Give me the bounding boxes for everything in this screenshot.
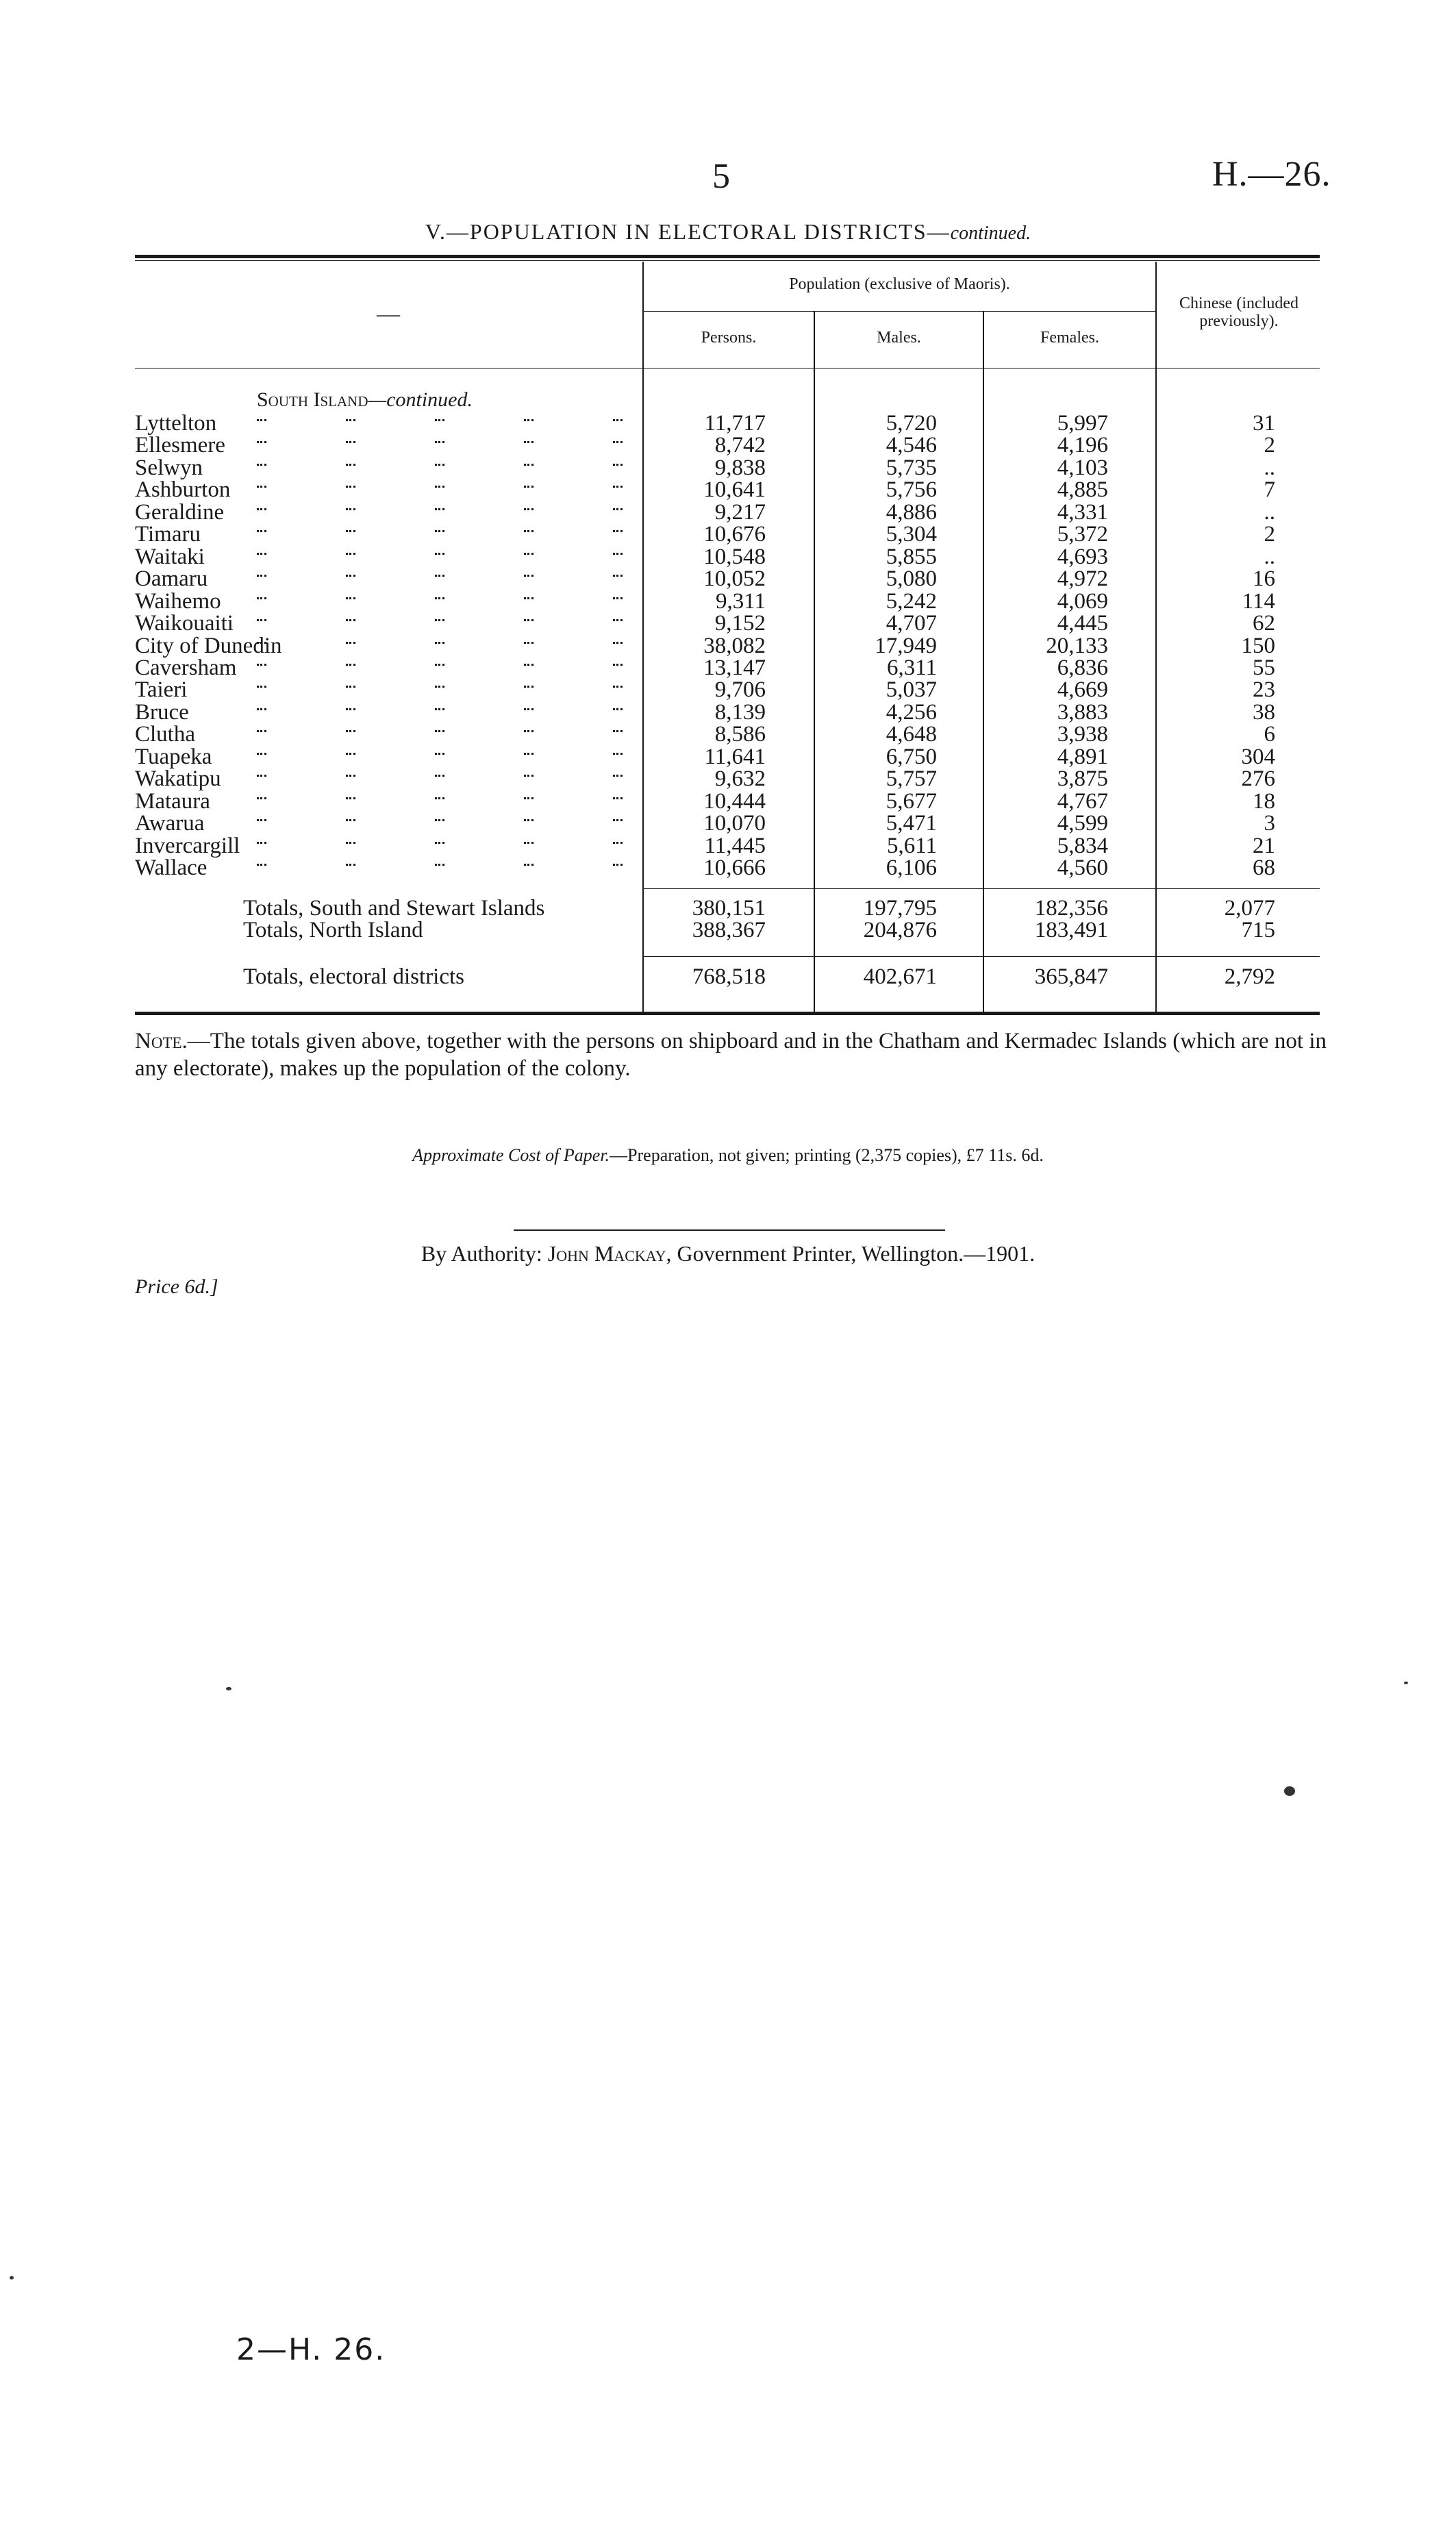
district-name: Ashburton: [135, 477, 231, 503]
leader-dot: [613, 686, 623, 690]
cell-females: 20,133: [1046, 633, 1108, 658]
cell-females: 4,196: [1057, 433, 1108, 458]
leader-dot: [613, 419, 623, 423]
district-name: Waikouaiti: [135, 611, 234, 636]
leader-dot: [524, 753, 534, 757]
cell-chinese: 2: [1264, 522, 1275, 547]
totals-persons: 388,367: [692, 918, 766, 942]
leader-dot: [257, 553, 266, 557]
cell-persons: 10,641: [703, 477, 766, 503]
cell-chinese: ..: [1264, 499, 1275, 525]
cell-persons: 10,676: [703, 522, 766, 547]
cell-females: 4,069: [1057, 588, 1108, 614]
population-group-header: Population (exclusive of Maoris).: [789, 275, 1010, 293]
leader-dot: [613, 753, 623, 757]
cell-females: 5,372: [1057, 522, 1108, 547]
leader-dot: [435, 708, 444, 712]
authority-printer: John Mackay: [547, 1241, 666, 1266]
district-name: Invercargill: [135, 833, 240, 858]
cell-females: 4,103: [1057, 455, 1108, 480]
leader-dot: [346, 419, 355, 423]
leader-dot: [524, 508, 534, 512]
leader-dot: [346, 642, 355, 646]
district-name: Selwyn: [135, 455, 203, 480]
table-top-rule: [135, 255, 1320, 258]
district-name: Tuapeka: [135, 744, 212, 769]
page-number: 5: [712, 157, 730, 196]
leader-dot: [257, 575, 266, 579]
leader-dot: [435, 441, 444, 445]
cell-persons: 10,666: [703, 855, 766, 880]
leader-dot: [435, 730, 444, 734]
leader-dot: [346, 708, 355, 712]
leader-dot: [346, 797, 355, 801]
cell-persons: 10,444: [703, 788, 766, 814]
cell-chinese: 304: [1241, 744, 1275, 769]
district-name: Waitaki: [135, 544, 205, 569]
leader-dot: [257, 464, 266, 468]
cell-females: 4,331: [1057, 499, 1108, 525]
leader-dot: [257, 819, 266, 823]
totals-persons: 380,151: [692, 896, 766, 921]
district-name: Wakatipu: [135, 766, 221, 792]
district-name: Lyttelton: [135, 411, 217, 436]
cell-females: 4,767: [1057, 788, 1108, 814]
cell-males: 5,037: [886, 677, 937, 703]
cell-males: 5,735: [886, 455, 937, 480]
cell-males: 6,106: [886, 855, 937, 880]
leader-dot: [613, 642, 623, 646]
leader-dot: [524, 864, 534, 868]
district-name: Taieri: [135, 677, 188, 703]
leader-dot: [346, 730, 355, 734]
cell-persons: 11,641: [704, 744, 766, 769]
leader-dot: [435, 530, 444, 534]
cell-persons: 9,838: [714, 455, 766, 480]
leader-dot: [435, 619, 444, 623]
cell-chinese: 23: [1253, 677, 1275, 703]
leader-dot: [524, 530, 534, 534]
leader-dot: [346, 597, 355, 601]
cell-chinese: 68: [1253, 855, 1275, 880]
leader-dot: [346, 753, 355, 757]
cell-persons: 11,445: [704, 833, 766, 858]
cell-males: 5,720: [886, 411, 937, 436]
leader-dot: [524, 464, 534, 468]
cost-label: Approximate Cost of Paper.: [412, 1145, 610, 1165]
leader-dot: [524, 797, 534, 801]
cell-males: 4,886: [886, 499, 937, 525]
cell-females: 4,669: [1057, 677, 1108, 703]
leader-dot: [257, 642, 266, 646]
leader-dot: [613, 486, 623, 490]
totals-males: 204,876: [863, 918, 937, 942]
leader-dot: [524, 819, 534, 823]
leader-dot: [257, 508, 266, 512]
cell-males: 6,750: [886, 744, 937, 769]
totals-females: 183,491: [1034, 918, 1108, 942]
leader-dot: [613, 597, 623, 601]
district-name: Bruce: [135, 699, 189, 725]
leader-dot: [257, 864, 266, 868]
scan-speck: [1404, 1682, 1408, 1684]
cell-chinese: 21: [1253, 833, 1275, 858]
leader-dot: [524, 708, 534, 712]
scan-speck: [1284, 1786, 1295, 1796]
column-header-chinese-line1: Chinese (included: [1179, 295, 1298, 312]
leader-dot: [346, 819, 355, 823]
leader-dot: [524, 642, 534, 646]
cell-chinese: ..: [1264, 544, 1275, 569]
leader-dot: [435, 486, 444, 490]
leader-dot: [346, 664, 355, 668]
district-name: Mataura: [135, 788, 210, 814]
leader-dot: [257, 730, 266, 734]
cell-persons: 13,147: [703, 655, 766, 680]
district-name: Geraldine: [135, 499, 225, 525]
cell-chinese: 62: [1253, 611, 1275, 636]
section-label: [257, 388, 473, 412]
grand-total-males: 402,671: [863, 964, 937, 989]
table-title: [0, 219, 1456, 245]
leader-dot: [257, 686, 266, 690]
totals-males: 197,795: [863, 896, 937, 921]
totals-label: Totals, North Island: [243, 918, 423, 942]
leader-dot: [613, 664, 623, 668]
leader-dot: [613, 441, 623, 445]
leader-dot: [524, 575, 534, 579]
cell-females: 5,997: [1057, 411, 1108, 436]
leader-dot: [435, 597, 444, 601]
cell-chinese: 55: [1253, 655, 1275, 680]
price: Price 6d.]: [135, 1275, 218, 1298]
cell-chinese: 6: [1264, 722, 1275, 747]
cell-chinese: 18: [1253, 788, 1275, 814]
footer-signature: 2—H. 26.: [236, 2332, 386, 2367]
leader-dot: [435, 686, 444, 690]
cell-females: 3,875: [1057, 766, 1108, 792]
leader-dot: [435, 642, 444, 646]
leader-dot: [613, 775, 623, 779]
cell-chinese: 38: [1253, 699, 1275, 725]
district-name: Awarua: [135, 811, 205, 836]
leader-dot: [435, 419, 444, 423]
leader-dot: [257, 797, 266, 801]
leader-dot: [346, 842, 355, 846]
district-name: Wallace: [135, 855, 208, 880]
leader-dot: [435, 464, 444, 468]
leader-dot: [346, 775, 355, 779]
leader-dot: [257, 753, 266, 757]
leader-dot: [613, 730, 623, 734]
section-label-island: South Island: [257, 388, 368, 411]
district-name: Timaru: [135, 522, 201, 547]
cell-chinese: 31: [1253, 411, 1275, 436]
cell-females: 4,599: [1057, 811, 1108, 836]
cell-females: 4,891: [1057, 744, 1108, 769]
cell-chinese: 150: [1241, 633, 1275, 658]
stub-header: —: [377, 301, 400, 327]
cell-persons: 9,311: [715, 588, 766, 614]
leader-dot: [257, 664, 266, 668]
leader-dot: [435, 575, 444, 579]
cell-males: 5,080: [886, 566, 937, 592]
leader-dot: [613, 619, 623, 623]
cell-persons: 9,632: [714, 766, 766, 792]
district-name: City of Dunedin: [135, 633, 282, 658]
leader-dot: [613, 575, 623, 579]
leader-dot: [524, 597, 534, 601]
district-name: Waihemo: [135, 588, 221, 614]
scan-speck: [226, 1687, 231, 1690]
leader-dot: [257, 597, 266, 601]
column-header-males: Males.: [877, 329, 921, 347]
leader-dot: [524, 842, 534, 846]
leader-dot: [435, 553, 444, 557]
cost-text: —Preparation, not given; printing (2,375 copies), £7 11s. 6d.: [610, 1145, 1044, 1165]
cell-males: 4,256: [886, 699, 937, 725]
cell-persons: 11,717: [704, 411, 766, 436]
cell-chinese: 7: [1264, 477, 1275, 503]
cell-males: 5,471: [886, 811, 937, 836]
subtotal-rule: [642, 888, 1320, 889]
leader-dot: [613, 819, 623, 823]
cell-persons: 10,070: [703, 811, 766, 836]
leader-dot: [613, 842, 623, 846]
leader-dot: [613, 797, 623, 801]
cell-persons: 8,586: [714, 722, 766, 747]
leader-dot: [435, 775, 444, 779]
district-name: Ellesmere: [135, 433, 225, 458]
leader-dot: [435, 508, 444, 512]
leader-dot: [346, 686, 355, 690]
leader-dot: [524, 664, 534, 668]
cell-females: 4,560: [1057, 855, 1108, 880]
cell-females: 4,972: [1057, 566, 1108, 592]
leader-dot: [524, 486, 534, 490]
table-note: [135, 1027, 1327, 1082]
leader-dot: [524, 730, 534, 734]
leader-dot: [524, 686, 534, 690]
leader-dot: [346, 441, 355, 445]
leader-dot: [257, 842, 266, 846]
grand-total-label: Totals, electoral districts: [243, 964, 465, 989]
cell-females: 4,445: [1057, 611, 1108, 636]
district-name: Clutha: [135, 722, 195, 747]
cost-of-paper: [0, 1145, 1456, 1166]
totals-chinese: 2,077: [1224, 896, 1275, 921]
cell-persons: 9,152: [714, 611, 766, 636]
district-name: Oamaru: [135, 566, 208, 592]
authority-prefix: By Authority:: [421, 1241, 548, 1266]
authority-rule: [514, 1229, 945, 1231]
table-bottom-rule: [135, 1012, 1320, 1015]
cell-males: 5,677: [886, 788, 937, 814]
leader-dot: [524, 419, 534, 423]
leader-dot: [435, 842, 444, 846]
leader-dot: [346, 553, 355, 557]
cell-persons: 8,139: [714, 699, 766, 725]
cell-persons: 38,082: [703, 633, 766, 658]
leader-dot: [346, 619, 355, 623]
cell-females: 6,836: [1057, 655, 1108, 680]
cell-persons: 9,706: [714, 677, 766, 703]
printer-authority: [0, 1241, 1456, 1266]
leader-dot: [613, 508, 623, 512]
leader-dot: [613, 530, 623, 534]
cell-persons: 10,548: [703, 544, 766, 569]
cell-females: 3,938: [1057, 722, 1108, 747]
cell-persons: 8,742: [714, 433, 766, 458]
cell-chinese: 276: [1241, 766, 1275, 792]
leader-dot: [257, 708, 266, 712]
leader-dot: [346, 530, 355, 534]
cell-males: 5,611: [886, 833, 937, 858]
cell-chinese: 16: [1253, 566, 1275, 592]
cell-males: 5,757: [886, 766, 937, 792]
leader-dot: [346, 508, 355, 512]
column-header-chinese-line2: previously).: [1199, 312, 1279, 330]
cell-chinese: 3: [1264, 811, 1275, 836]
leader-dot: [346, 575, 355, 579]
leader-dot: [435, 797, 444, 801]
authority-suffix: , Government Printer, Wellington.—1901.: [666, 1241, 1035, 1266]
totals-females: 182,356: [1034, 896, 1108, 921]
leader-dot: [257, 619, 266, 623]
cell-persons: 10,052: [703, 566, 766, 592]
cell-males: 5,242: [886, 588, 937, 614]
cell-females: 4,885: [1057, 477, 1108, 503]
cell-chinese: ..: [1264, 455, 1275, 480]
column-header-females: Females.: [1040, 329, 1099, 347]
district-name: Caversham: [135, 655, 237, 680]
cell-males: 4,707: [886, 611, 937, 636]
cell-chinese: 114: [1242, 588, 1275, 614]
cell-females: 4,693: [1057, 544, 1108, 569]
leader-dot: [435, 664, 444, 668]
leader-dot: [257, 530, 266, 534]
leader-dot: [346, 486, 355, 490]
table-top-rule-thin: [135, 260, 1320, 261]
leader-dot: [346, 864, 355, 868]
leader-dot: [613, 464, 623, 468]
leader-dot: [524, 619, 534, 623]
leader-dot: [613, 553, 623, 557]
document-reference: H.—26.: [1212, 155, 1331, 194]
leader-dot: [257, 486, 266, 490]
cell-females: 5,834: [1057, 833, 1108, 858]
cell-males: 5,304: [886, 522, 937, 547]
cell-males: 5,756: [886, 477, 937, 503]
leader-dot: [435, 864, 444, 868]
leader-dot: [613, 864, 623, 868]
table-title-main: V.—POPULATION IN ELECTORAL DISTRICTS—: [425, 219, 951, 244]
cell-females: 3,883: [1057, 699, 1108, 725]
leader-dot: [257, 775, 266, 779]
grand-total-females: 365,847: [1034, 964, 1108, 989]
cell-males: 4,648: [886, 722, 937, 747]
totals-chinese: 715: [1241, 918, 1275, 942]
cell-males: 4,546: [886, 433, 937, 458]
cell-chinese: 2: [1264, 433, 1275, 458]
leader-dot: [346, 464, 355, 468]
leader-dot: [613, 708, 623, 712]
leader-dot: [435, 753, 444, 757]
note-lead: Note.: [135, 1029, 188, 1053]
grand-total-persons: 768,518: [692, 964, 766, 989]
scan-speck: [10, 2276, 14, 2279]
leader-dot: [435, 819, 444, 823]
leader-dot: [524, 441, 534, 445]
note-text: —The totals given above, together with the persons on shipboard and in the Chatham and Kermadec Islands (which are not in any electorate), makes up the population of the colony.: [135, 1029, 1327, 1081]
leader-dot: [524, 775, 534, 779]
cell-persons: 9,217: [714, 499, 766, 525]
grandtotal-rule: [642, 956, 1320, 957]
column-header-chinese: [1157, 295, 1321, 330]
section-label-continued: —continued.: [368, 388, 473, 411]
grand-total-chinese: 2,792: [1224, 964, 1275, 989]
leader-dot: [257, 441, 266, 445]
cell-males: 17,949: [875, 633, 937, 658]
cell-males: 5,855: [886, 544, 937, 569]
table-title-continued: continued.: [950, 223, 1031, 244]
leader-dot: [257, 419, 266, 423]
leader-dot: [524, 553, 534, 557]
totals-label: Totals, South and Stewart Islands: [243, 896, 545, 921]
column-header-persons: Persons.: [701, 329, 757, 347]
header-group-rule: [642, 311, 1155, 312]
cell-males: 6,311: [886, 655, 937, 680]
